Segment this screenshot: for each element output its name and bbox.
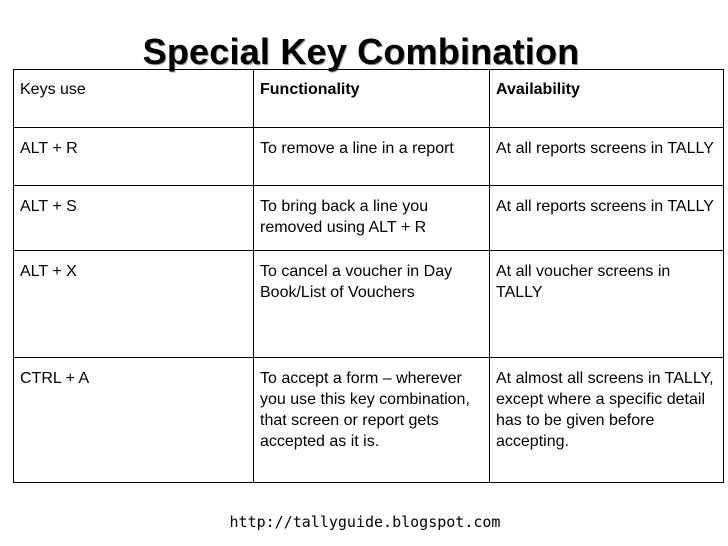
cell-availability: At all voucher screens in TALLY [490,251,724,358]
table-row [14,251,724,358]
cell-keys: ALT + R [14,128,254,186]
key-combination-table [13,69,724,483]
footer-url: http://tallyguide.blogspot.com [229,513,501,531]
header-availability: Availability [490,70,724,128]
slide-title: Special Key Combination [142,31,580,72]
cell-keys: ALT + X [14,251,254,358]
cell-keys: ALT + S [14,186,254,251]
table-row [14,358,724,483]
table-row [14,128,724,186]
table-row [14,186,724,251]
cell-functionality: To remove a line in a report [254,128,490,186]
cell-functionality: To accept a form – wherever you use this key combination, that screen or report gets accepted as it is. [254,358,490,483]
cell-functionality: To cancel a voucher in Day Book/List of Vouchers [254,251,490,358]
cell-keys: CTRL + A [14,358,254,483]
cell-functionality: To bring back a line you removed using ALT + R [254,186,490,251]
header-functionality: Functionality [254,70,490,128]
cell-availability: At all reports screens in TALLY [490,128,724,186]
table-header-row [14,70,724,128]
header-keys-use: Keys use [14,70,254,128]
cell-availability: At all reports screens in TALLY [490,186,724,251]
cell-availability: At almost all screens in TALLY, except where a specific detail has to be given before accepting. [490,358,724,483]
